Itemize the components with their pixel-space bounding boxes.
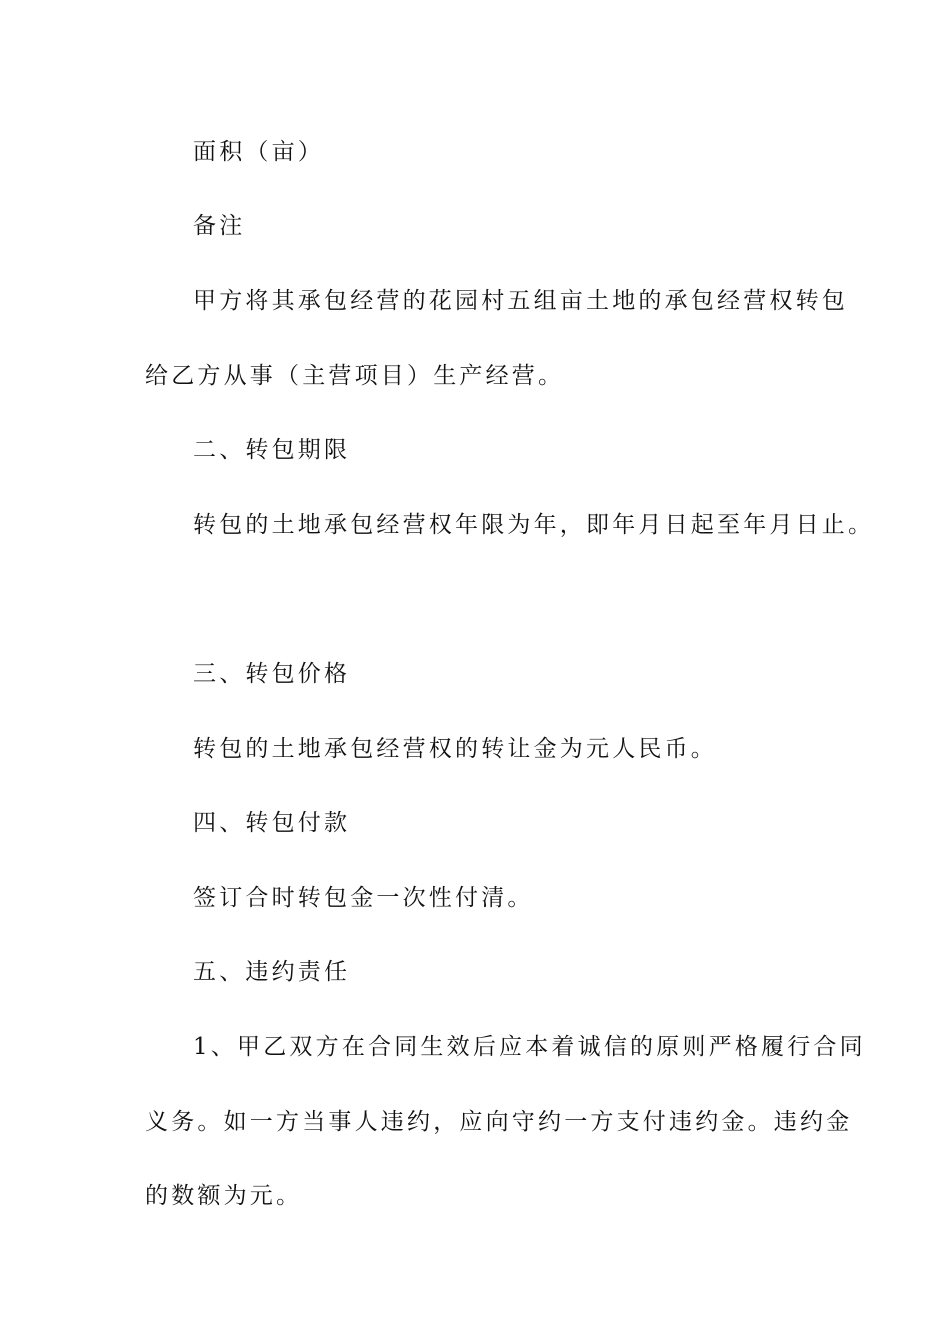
paragraph-transfer-line-2: 给乙方从事（主营项目）生产经营。 <box>145 363 565 389</box>
paragraph-price: 转包的土地承包经营权的转让金为元人民币。 <box>193 736 717 762</box>
paragraph-liability-line-2: 义务。如一方当事人违约，应向守约一方支付违约金。违约金 <box>145 1109 853 1135</box>
paragraph-payment: 签订合时转包金一次性付清。 <box>193 885 534 911</box>
field-label-area: 面积（亩） <box>193 139 324 165</box>
paragraph-liability-line-3: 的数额为元。 <box>145 1183 303 1209</box>
section-heading-payment: 四、转包付款 <box>193 810 351 836</box>
section-heading-term: 二、转包期限 <box>193 437 351 463</box>
paragraph-term: 转包的土地承包经营权年限为年，即年月日起至年月日止。 <box>193 512 875 538</box>
section-heading-price: 三、转包价格 <box>193 661 351 687</box>
section-heading-liability: 五、违约责任 <box>193 959 351 985</box>
paragraph-liability-line-1: 1、甲乙双方在合同生效后应本着诚信的原则严格履行合同 <box>193 1034 866 1060</box>
field-label-remarks: 备注 <box>193 213 246 239</box>
paragraph-transfer-line-1: 甲方将其承包经营的花园村五组亩土地的承包经营权转包 <box>193 288 848 314</box>
